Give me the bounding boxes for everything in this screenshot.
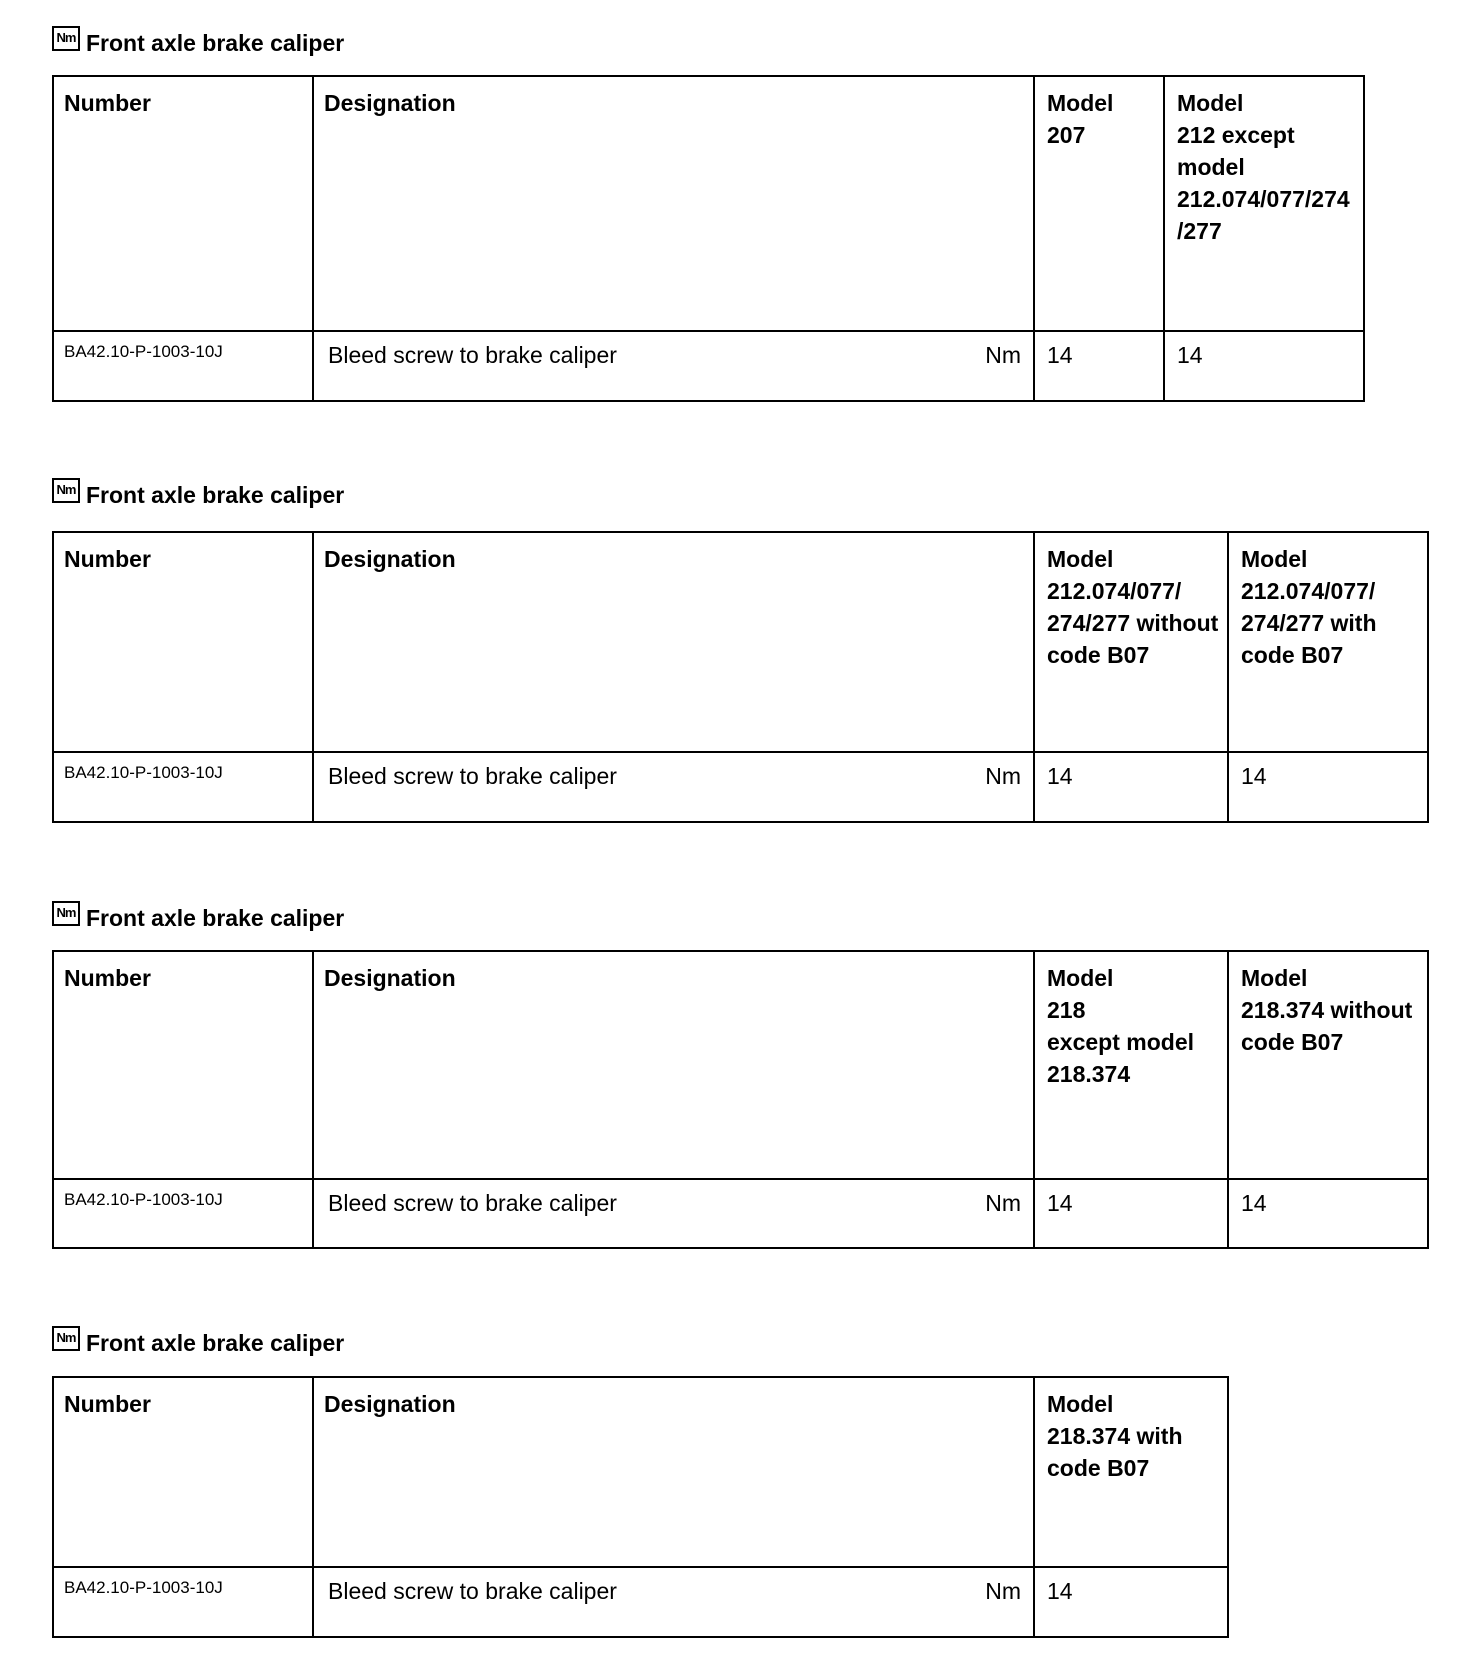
header-designation: Designation [313, 1377, 1034, 1567]
header-model-line: 218.374 without [1241, 997, 1413, 1023]
row-value: 14 [1164, 331, 1364, 401]
header-model-line: Model [1177, 90, 1244, 116]
row-value: 14 [1034, 752, 1228, 822]
header-model-line: Model [1047, 965, 1114, 991]
torque-table [52, 531, 1429, 823]
section-title-row [52, 480, 344, 510]
header-model-line: except model [1047, 1029, 1194, 1055]
table-row [53, 1179, 1428, 1248]
section-title-row [52, 903, 344, 933]
header-model-line: Model [1047, 1391, 1114, 1417]
header-model-line: 218.374 [1047, 1061, 1131, 1087]
header-model-col-1 [1034, 76, 1164, 331]
row-value: 14 [1034, 331, 1164, 401]
torque-nm-icon: Nm [52, 26, 80, 51]
row-designation: Bleed screw to brake caliper [328, 763, 617, 789]
table-row [53, 331, 1364, 401]
row-number: BA42.10-P-1003-10J [53, 1567, 313, 1637]
header-model-line: Model [1241, 965, 1308, 991]
header-model-col-2 [1164, 76, 1364, 331]
torque-nm-icon: Nm [52, 478, 80, 503]
header-number: Number [53, 951, 313, 1179]
header-model-col-2 [1228, 951, 1428, 1179]
header-designation: Designation [313, 532, 1034, 752]
torque-table [52, 950, 1429, 1249]
section-title: Front axle brake caliper [86, 481, 345, 508]
table-row [53, 752, 1428, 822]
row-designation: Bleed screw to brake caliper [328, 1190, 617, 1216]
row-unit: Nm [985, 342, 1021, 368]
row-designation-cell [313, 1567, 1034, 1637]
section-title-row [52, 1328, 344, 1358]
header-model-line: code B07 [1241, 642, 1344, 668]
row-designation: Bleed screw to brake caliper [328, 1578, 617, 1604]
row-designation: Bleed screw to brake caliper [328, 342, 617, 368]
header-model-line: /277 [1177, 218, 1222, 244]
header-model-line: code B07 [1047, 1455, 1150, 1481]
row-number: BA42.10-P-1003-10J [53, 1179, 313, 1248]
section-title: Front axle brake caliper [86, 1329, 345, 1356]
torque-table [52, 1376, 1229, 1638]
header-model-line: 212.074/077/274 [1177, 186, 1350, 212]
torque-table [52, 75, 1365, 402]
row-number: BA42.10-P-1003-10J [53, 752, 313, 822]
row-value: 14 [1034, 1179, 1228, 1248]
table-header-row [53, 1377, 1228, 1567]
row-value: 14 [1034, 1567, 1228, 1637]
header-model-line: 212.074/077/ [1047, 578, 1182, 604]
row-unit: Nm [985, 1190, 1021, 1216]
header-number: Number [53, 532, 313, 752]
row-number: BA42.10-P-1003-10J [53, 331, 313, 401]
header-model-line: code B07 [1047, 642, 1150, 668]
header-model-col-1 [1034, 951, 1228, 1179]
header-model-line: model [1177, 154, 1245, 180]
header-model-line: 207 [1047, 122, 1086, 148]
section-title: Front axle brake caliper [86, 29, 345, 56]
header-model-col-1 [1034, 532, 1228, 752]
row-unit: Nm [985, 1578, 1021, 1604]
torque-nm-icon: Nm [52, 1326, 80, 1351]
header-model-line: Model [1047, 90, 1114, 116]
row-designation-cell [313, 331, 1034, 401]
header-model-line: code B07 [1241, 1029, 1344, 1055]
header-designation: Designation [313, 76, 1034, 331]
row-value: 14 [1228, 752, 1428, 822]
section-title: Front axle brake caliper [86, 904, 345, 931]
row-designation-cell [313, 1179, 1034, 1248]
table-header-row [53, 76, 1364, 331]
header-number: Number [53, 76, 313, 331]
header-model-line: 218 [1047, 997, 1086, 1023]
table-header-row [53, 532, 1428, 752]
header-model-line: Model [1241, 546, 1308, 572]
header-model-col-2 [1228, 532, 1428, 752]
header-model-line: 274/277 without [1047, 610, 1219, 636]
header-model-line: 218.374 with [1047, 1423, 1183, 1449]
torque-nm-icon: Nm [52, 901, 80, 926]
row-value: 14 [1228, 1179, 1428, 1248]
header-model-line: 274/277 with [1241, 610, 1377, 636]
table-header-row [53, 951, 1428, 1179]
header-model-line: 212 except [1177, 122, 1295, 148]
header-designation: Designation [313, 951, 1034, 1179]
header-model-col-1 [1034, 1377, 1228, 1567]
table-row [53, 1567, 1228, 1637]
section-title-row [52, 28, 344, 58]
header-model-line: Model [1047, 546, 1114, 572]
header-model-line: 212.074/077/ [1241, 578, 1376, 604]
row-designation-cell [313, 752, 1034, 822]
header-number: Number [53, 1377, 313, 1567]
row-unit: Nm [985, 763, 1021, 789]
